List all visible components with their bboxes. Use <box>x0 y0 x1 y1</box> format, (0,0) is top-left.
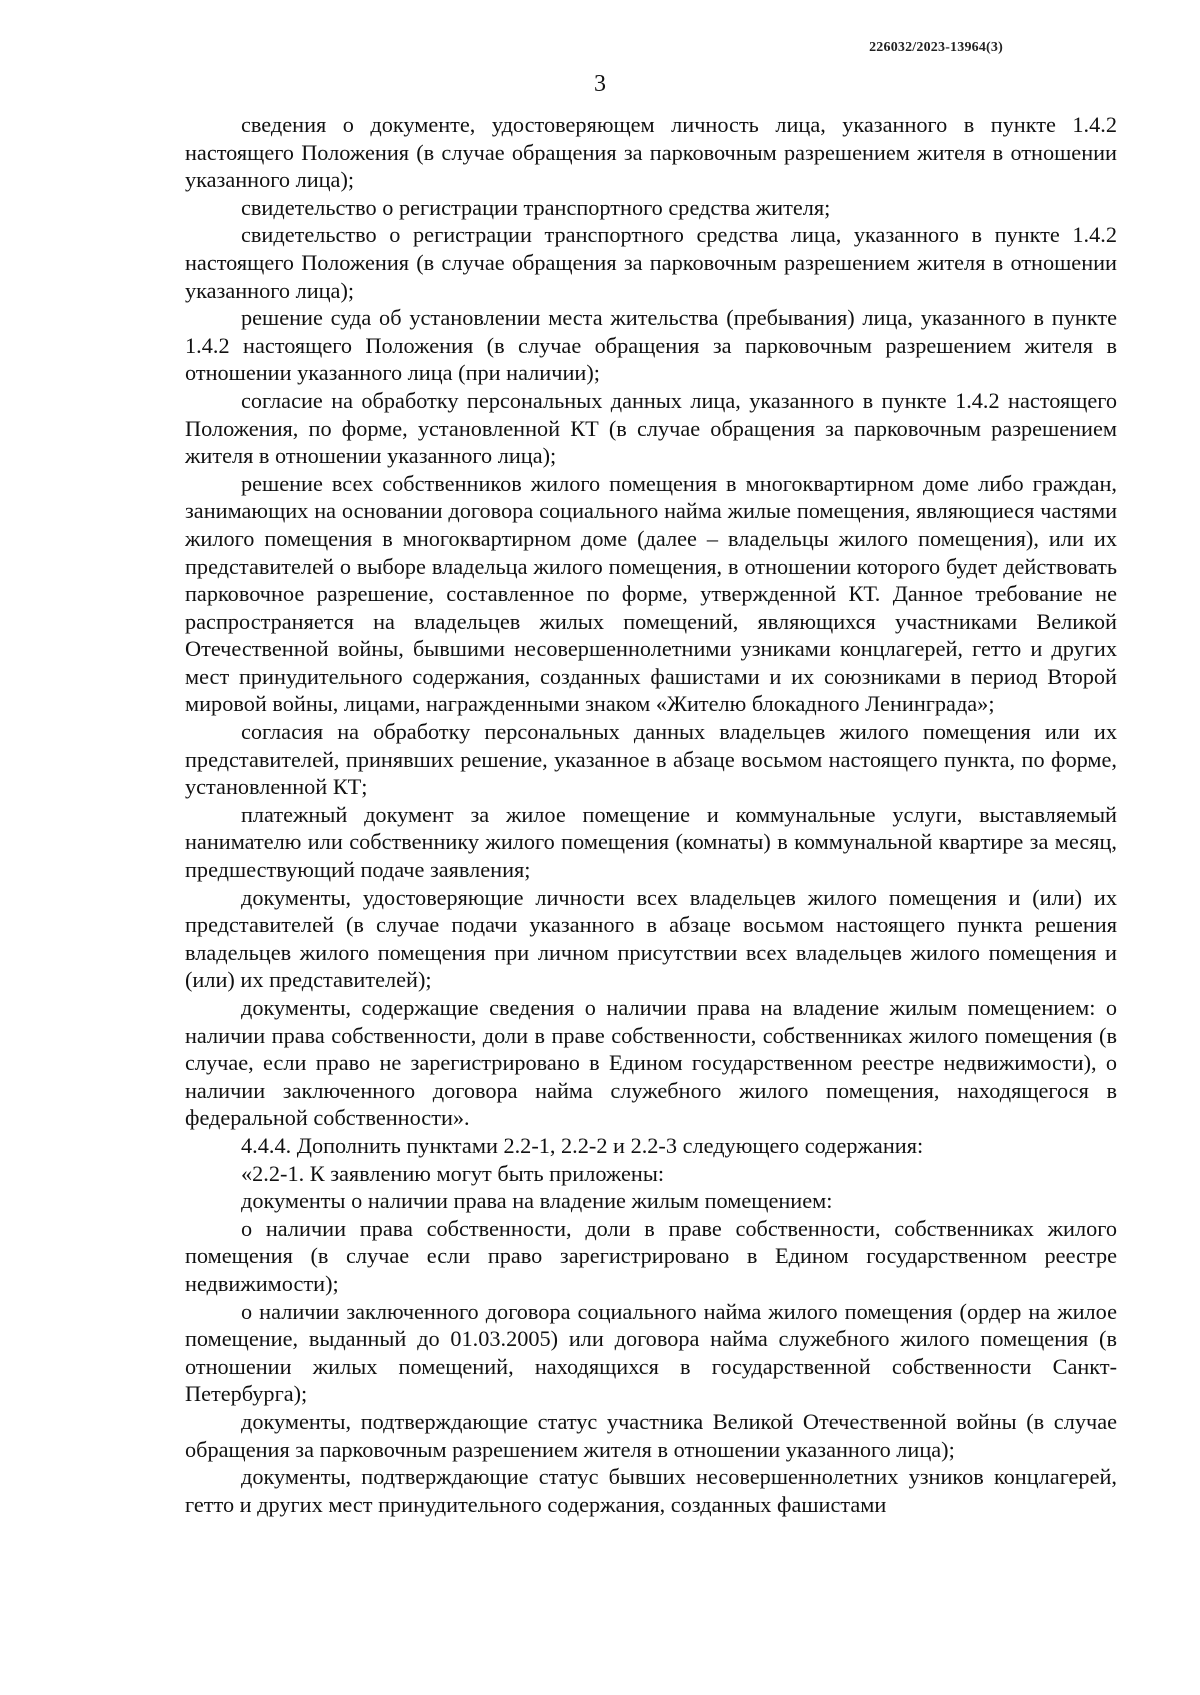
paragraph: сведения о документе, удостоверяющем личность лица, указанного в пункте 1.4.2 настоящего Положения (в случае обращения за парковочным разрешением жителя в отношении указанного лица); <box>185 112 1117 193</box>
paragraph: согласие на обработку персональных данных лица, указанного в пункте 1.4.2 настоящего Положения, по форме, установленной КТ (в случае обращения за парковочным разрешением жителя в отношении указанного лица); <box>185 387 1117 469</box>
paragraph: о наличии заключенного договора социального найма жилого помещения (ордер на жилое помещение, выданный до 01.03.2005) или договора найма служебного жилого помещения (в отношении жилых помещений, находящихся в государственной собственности Санкт-Петербурга); <box>185 1298 1117 1407</box>
paragraph: платежный документ за жилое помещение и коммунальные услуги, выставляемый нанимателю или собственнику жилого помещения (комнаты) в коммунальной квартире за месяц, предшествующий подаче заявления; <box>185 801 1117 883</box>
document-body <box>185 111 1117 1518</box>
paragraph: свидетельство о регистрации транспортного средства лица, указанного в пункте 1.4.2 настоящего Положения (в случае обращения за парковочным разрешением жителя в отношении указанного лица); <box>185 222 1117 303</box>
paragraph: о наличии права собственности, доли в праве собственности, собственниках жилого помещения (в случае если право зарегистрировано в Едином государственном реестре недвижимости); <box>185 1215 1117 1296</box>
paragraph: документы о наличии права на владение жилым помещением: <box>241 1188 833 1214</box>
paragraph: «2.2-1. К заявлению могут быть приложены: <box>241 1160 665 1186</box>
document-registration-number: 226032/2023-13964(3) <box>869 40 1003 55</box>
paragraph: документы, удостоверяющие личности всех владельцев жилого помещения и (или) их представителей (в случае подачи указанного в абзаце восьмом настоящего пункта решения владельцев жилого помещения при личном присутствии всех владельцев жилого помещения и (или) их представителей); <box>185 884 1117 993</box>
paragraph: документы, содержащие сведения о наличии права на владение жилым помещением: о наличии права собственности, доли в праве собственности, собственниках жилого помещения (в случае, если право не зарегистрировано в Едином государственном реестре недвижимости), о наличии заключенного договора найма служебного жилого помещения, находящегося в федеральной собственности». <box>185 995 1117 1131</box>
paragraph: согласия на обработку персональных данных владельцев жилого помещения или их представителей, принявших решение, указанное в абзаце восьмом настоящего пункта, по форме, установленной КТ; <box>185 719 1117 800</box>
paragraph: свидетельство о регистрации транспортного средства жителя; <box>241 194 831 220</box>
paragraph: документы, подтверждающие статус участника Великой Отечественной войны (в случае обращения за парковочным разрешением жителя в отношении указанного лица); <box>185 1408 1117 1462</box>
paragraph: 4.4.4. Дополнить пунктами 2.2-1, 2.2-2 и 2.2-3 следующего содержания: <box>241 1132 924 1158</box>
paragraph: документы, подтверждающие статус бывших несовершеннолетних узников концлагерей, гетто и других мест принудительного содержания, созданных фашистами <box>185 1464 1117 1517</box>
page-number: 3 <box>594 71 606 97</box>
paragraph: решение всех собственников жилого помещения в многоквартирном доме либо граждан, занимающих на основании договора социального найма жилые помещения, являющиеся частями жилого помещения в многоквартирном доме (далее – владельцы жилого помещения), или их представителей о выборе владельца жилого помещения, в отношении которого будет действовать парковочное разрешение, составленное по форме, утвержденной КТ. Данное требование не распространяется на владельцев жилых помещений, являющихся участниками Великой Отечественной войны, бывшими несовершеннолетними узниками концлагерей, гетто и других мест принудительного содержания, созданных фашистами и их союзниками в период Второй мировой войны, лицами, награжденными знаком «Жителю блокадного Ленинграда»; <box>185 470 1117 717</box>
paragraph: решение суда об установлении места жительства (пребывания) лица, указанного в пункте 1.4.2 настоящего Положения (в случае обращения за парковочным разрешением жителя в отношении указанного лица (при наличии); <box>185 305 1117 386</box>
